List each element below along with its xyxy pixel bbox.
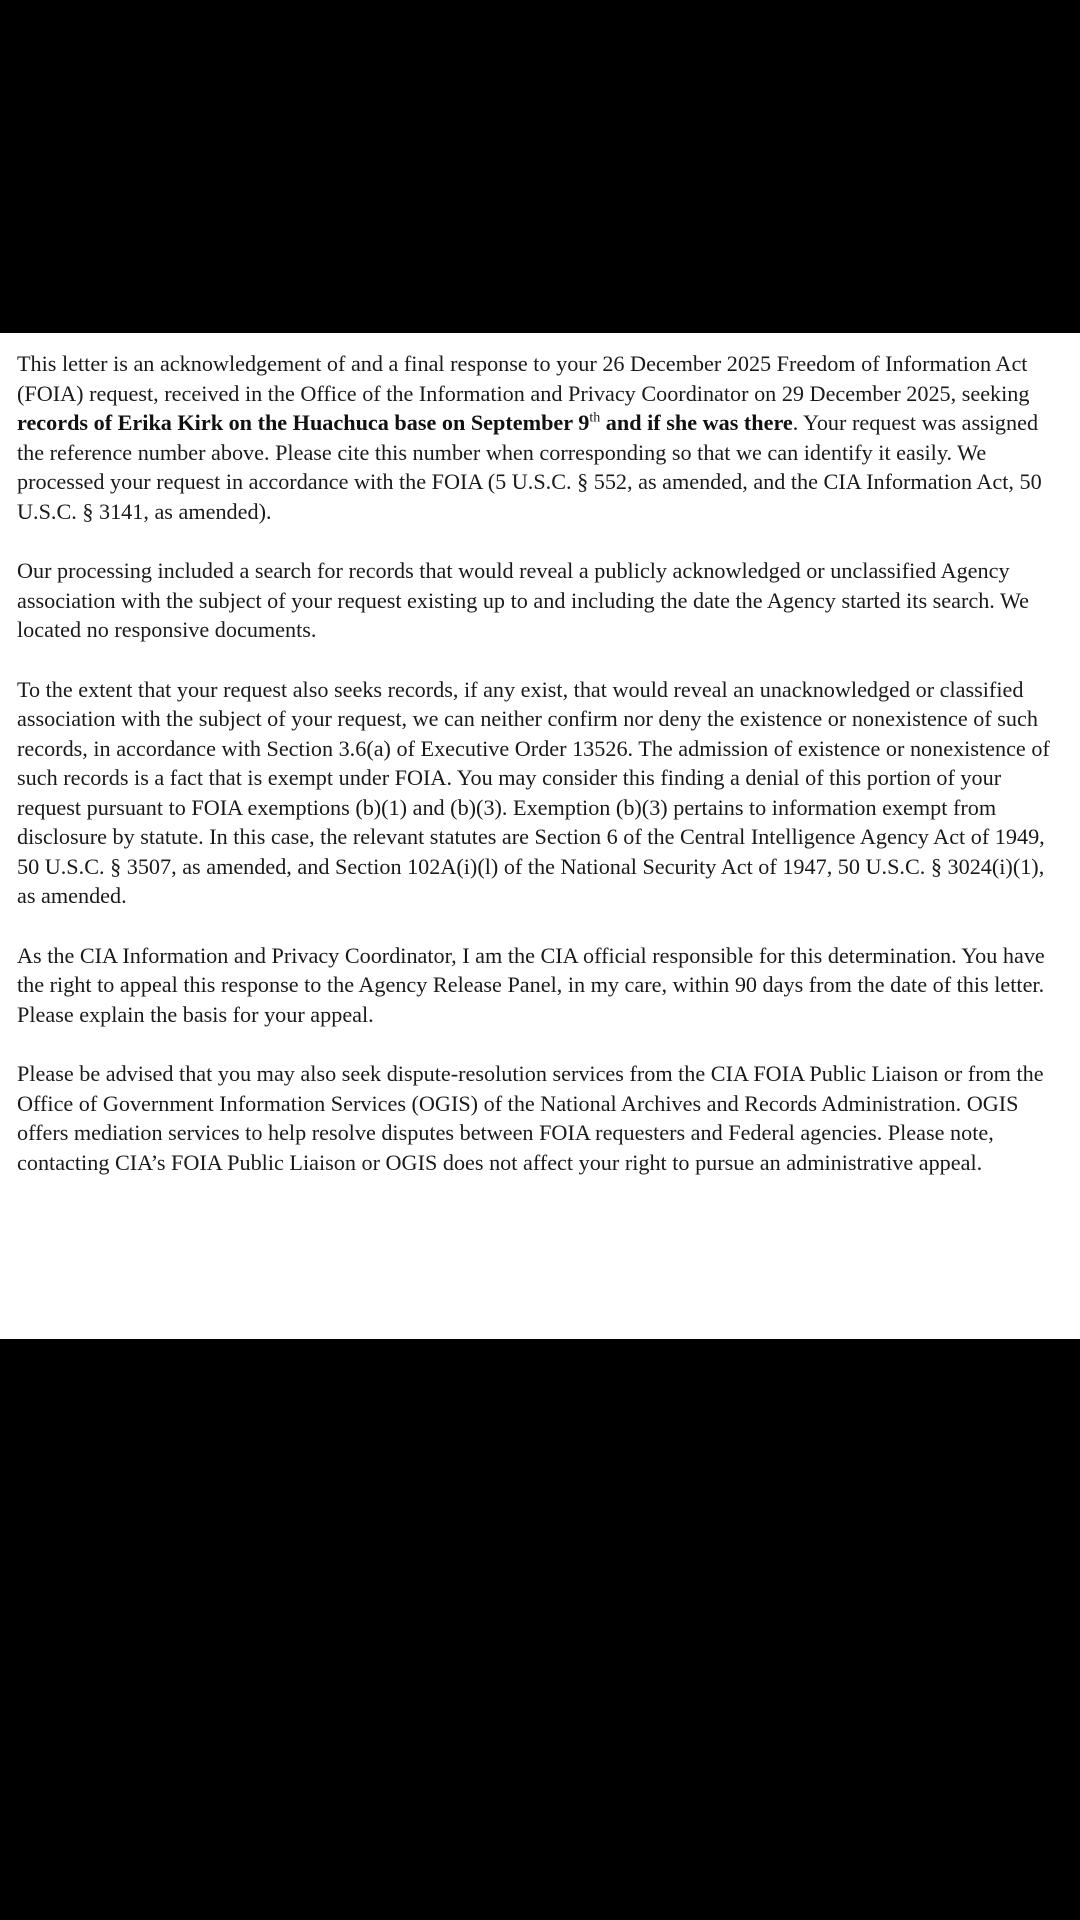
paragraph-text-continued: . Your request was assigned the reference number above. Please cite this number when corresponding so that we can identify it easily. We processed your request in accordance with the FOIA (5 U.S.C. § 552, as amended, and the CIA Information Act, 50 U.S.C. § 3141, as amended). [17,410,1042,524]
letter-document [0,333,1080,1339]
superscript-th: th [589,410,601,426]
paragraph-text: This letter is an acknowledgement of and a final response to your 26 December 2025 Freedom of Information Act (FOIA) request, received in the Office of the Information and Privacy Coordinator on 29 December 2025, seeking [17,351,1030,406]
paragraph-acknowledgement [17,349,1066,526]
paragraph-search-results: Our processing included a search for records that would reveal a publicly acknowledged or unclassified Agency association with the subject of your request existing up to and including the date the Agency started its search. We located no responsive documents. [17,558,1030,642]
paragraph-glomar-response: To the extent that your request also seeks records, if any exist, that would reveal an unacknowledged or classified association with the subject of your request, we can neither confirm nor deny the existence or nonexistence of such records, in accordance with Section 3.6(a) of Executive Order 13526. The admission of existence or nonexistence of such records is a fact that is exempt under FOIA. You may consider this finding a denial of this portion of your request pursuant to FOIA exemptions (b)(1) and (b)(3). Exemption (b)(3) pertains to information exempt from disclosure by statute. In this case, the relevant statutes are Section 6 of the Central Intelligence Agency Act of 1949, 50 U.S.C. § 3507, as amended, and Section 102A(i)(l) of the National Security Act of 1947, 50 U.S.C. § 3024(i)(1), as amended. [17,676,1050,908]
bottom-black-band [0,1339,1080,1920]
request-subject-bold-continued: and if she was there [600,410,793,435]
paragraph-dispute-resolution: Please be advised that you may also seek dispute-resolution services from the CIA FOIA Public Liaison or from the Office of Government Information Services (OGIS) of the National Archives and Records Administration. OGIS offers mediation services to help resolve disputes between FOIA requesters and Federal agencies. Please note, contacting CIA’s FOIA Public Liaison or OGIS does not affect your right to pursue an administrative appeal. [17,1061,1044,1175]
paragraph-appeal-rights: As the CIA Information and Privacy Coordinator, I am the CIA official responsible for this determination. You have the right to appeal this response to the Agency Release Panel, in my care, within 90 days from the date of this letter. Please explain the basis for your appeal. [17,942,1045,1027]
top-black-band [0,0,1080,333]
request-subject-bold: records of Erika Kirk on the Huachuca base on September 9 [17,410,590,435]
